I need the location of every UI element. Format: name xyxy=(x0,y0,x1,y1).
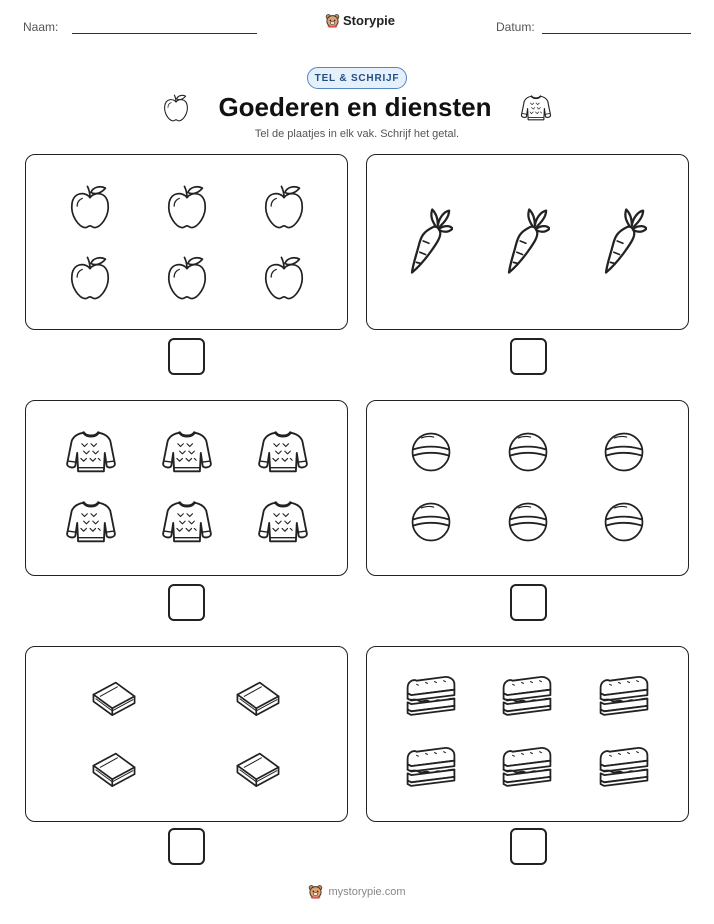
sandwich-icon xyxy=(404,673,458,719)
counting-box-balls xyxy=(366,400,689,576)
book-icon xyxy=(90,677,138,719)
sandwich-icon xyxy=(500,673,554,719)
date-label: Datum: xyxy=(496,20,535,34)
activity-badge: TEL & SCHRIJF xyxy=(307,67,407,89)
answer-box-carrots[interactable] xyxy=(510,338,547,375)
page-title: Goederen en diensten xyxy=(218,92,492,122)
footer xyxy=(0,884,714,899)
apple-icon xyxy=(262,183,306,231)
ball-icon xyxy=(409,430,453,474)
brand-name: Storypie xyxy=(343,13,396,28)
brand-logo xyxy=(325,13,395,28)
sweater-icon xyxy=(256,429,310,475)
apple-icon xyxy=(165,254,209,302)
apple-icon xyxy=(165,183,209,231)
sweater-icon xyxy=(256,499,310,545)
counting-box-books xyxy=(25,646,348,822)
apple-icon xyxy=(262,254,306,302)
carrot-icon xyxy=(504,205,550,277)
book-icon xyxy=(234,677,282,719)
ball-icon xyxy=(409,500,453,544)
counting-box-sweaters xyxy=(25,400,348,576)
ball-icon xyxy=(602,500,646,544)
name-label: Naam: xyxy=(23,20,59,34)
bear-icon xyxy=(325,13,340,28)
sandwich-icon xyxy=(500,744,554,790)
instruction-text: Tel de plaatjes in elk vak. Schrijf het getal. xyxy=(254,128,460,140)
apple-icon xyxy=(68,254,112,302)
counting-box-apples xyxy=(25,154,348,330)
sandwich-icon xyxy=(597,673,651,719)
answer-box-apples[interactable] xyxy=(168,338,205,375)
carrot-icon xyxy=(601,205,647,277)
ball-icon xyxy=(506,500,550,544)
apple-icon xyxy=(162,93,190,123)
apple-icon xyxy=(68,183,112,231)
date-line[interactable] xyxy=(542,33,691,34)
counting-box-carrots xyxy=(366,154,689,330)
answer-box-sandwiches[interactable] xyxy=(510,828,547,865)
sandwich-icon xyxy=(404,744,458,790)
footer-site: mystorypie.com xyxy=(328,885,406,898)
sweater-icon xyxy=(160,499,214,545)
book-icon xyxy=(90,748,138,790)
title-row xyxy=(0,92,714,123)
sweater-icon xyxy=(64,429,118,475)
answer-box-balls[interactable] xyxy=(510,584,547,621)
answer-box-books[interactable] xyxy=(168,828,205,865)
sweater-icon xyxy=(160,429,214,475)
sweater-icon xyxy=(64,499,118,545)
sweater-icon xyxy=(520,94,552,122)
ball-icon xyxy=(602,430,646,474)
answer-box-sweaters[interactable] xyxy=(168,584,205,621)
name-line[interactable] xyxy=(72,33,257,34)
sandwich-icon xyxy=(597,744,651,790)
counting-box-sandwiches xyxy=(366,646,689,822)
carrot-icon xyxy=(407,205,453,277)
book-icon xyxy=(234,748,282,790)
bear-icon xyxy=(308,884,323,899)
ball-icon xyxy=(506,430,550,474)
